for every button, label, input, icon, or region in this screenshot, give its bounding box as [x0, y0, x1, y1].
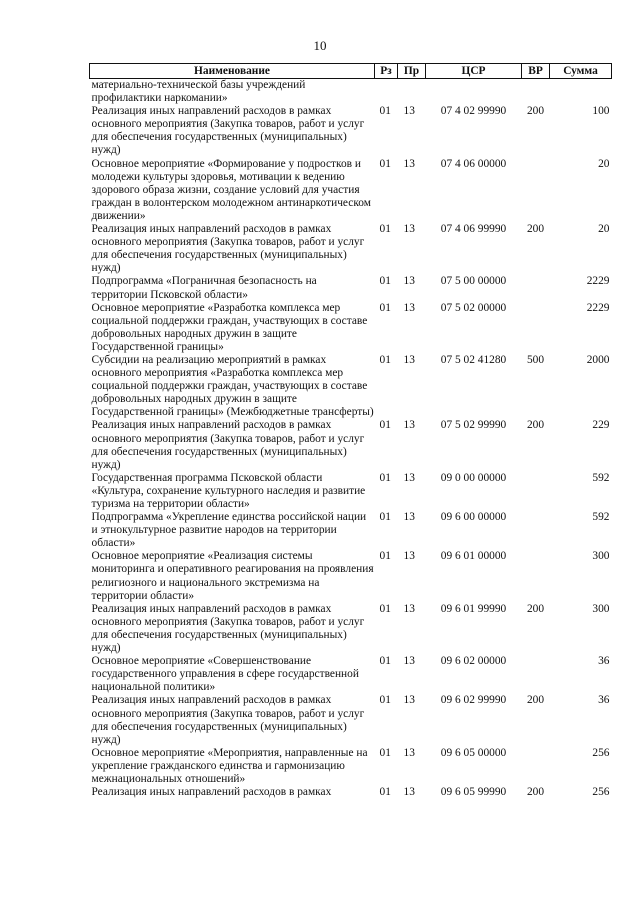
- cell-csr: 07 5 02 00000: [440, 301, 507, 314]
- cell-vr: 500: [526, 353, 545, 366]
- table-row: [90, 550, 612, 602]
- cell-vr: [522, 472, 550, 511]
- table-row: [90, 747, 612, 786]
- cell-csr: 09 6 05 99990: [440, 786, 507, 799]
- table-row: [90, 105, 612, 157]
- table-row: [90, 694, 612, 746]
- table-row: [90, 419, 612, 471]
- cell-pr: 13: [403, 602, 415, 615]
- cell-rz: 01: [379, 746, 391, 759]
- cell-vr: 200: [526, 602, 545, 615]
- cell-sum: 36: [598, 655, 610, 668]
- cell-sum: 592: [592, 511, 610, 524]
- cell-rz: 01: [379, 471, 391, 484]
- cell-name: Реализация иных направлений расходов в рамках: [91, 786, 332, 799]
- table-row: [90, 275, 612, 301]
- header-pr: Пр: [398, 64, 426, 79]
- table-row: [90, 354, 612, 419]
- header-name: Наименование: [90, 64, 375, 79]
- cell-sum: 36: [598, 694, 610, 707]
- cell-name: Основное мероприятие «Формирование у подростков и молодежи культуры здоровья, мотивации к ведению здорового образа жизни, создание условий для участия граждан в волонтерском молодежном антинаркотическом движении»: [91, 157, 371, 222]
- cell-pr: 13: [403, 746, 415, 759]
- cell-vr: [522, 655, 550, 694]
- cell-sum: 256: [592, 746, 610, 759]
- cell-csr: 09 6 01 99990: [440, 602, 507, 615]
- cell-rz: 01: [379, 786, 391, 799]
- header-sum: Сумма: [550, 64, 612, 79]
- cell-vr: [522, 511, 550, 550]
- cell-name: Подпрограмма «Укрепление единства российской нации и этнокультурное развитие народов на территории области»: [91, 511, 367, 550]
- page-number: 10: [313, 38, 327, 53]
- table-row: [90, 79, 612, 106]
- table-row: [90, 786, 612, 799]
- header-rz: Рз: [375, 64, 398, 79]
- cell-sum: 20: [598, 157, 610, 170]
- header-vr: ВР: [522, 64, 550, 79]
- cell-vr: 200: [526, 694, 545, 707]
- table-row: [90, 511, 612, 550]
- table-body: [90, 79, 612, 800]
- cell-pr: 13: [403, 694, 415, 707]
- cell-csr: 09 6 02 00000: [440, 655, 507, 668]
- cell-rz: 01: [379, 301, 391, 314]
- cell-sum: 300: [592, 602, 610, 615]
- cell-pr: [398, 79, 426, 106]
- cell-vr: 200: [526, 419, 545, 432]
- table-row: [90, 472, 612, 511]
- cell-pr: 13: [403, 223, 415, 236]
- cell-pr: 13: [403, 471, 415, 484]
- cell-sum: [550, 79, 612, 106]
- cell-vr: [522, 79, 550, 106]
- cell-pr: 13: [403, 275, 415, 288]
- cell-pr: 13: [403, 419, 415, 432]
- cell-rz: 01: [379, 694, 391, 707]
- cell-rz: 01: [379, 157, 391, 170]
- cell-name: Реализация иных направлений расходов в рамках основного мероприятия (Закупка товаров, работ и услуг для обеспечения государственных (муниципальных) нужд): [91, 223, 365, 275]
- cell-name: Реализация иных направлений расходов в рамках основного мероприятия (Закупка товаров, работ и услуг для обеспечения государственных (муниципальных) нужд): [91, 105, 365, 157]
- cell-csr: 09 6 01 00000: [440, 550, 507, 563]
- table-row: [90, 603, 612, 655]
- cell-sum: 100: [592, 105, 610, 118]
- cell-name: Реализация иных направлений расходов в рамках основного мероприятия (Закупка товаров, работ и услуг для обеспечения государственных (муниципальных) нужд): [91, 694, 365, 746]
- cell-name: Реализация иных направлений расходов в рамках основного мероприятия (Закупка товаров, работ и услуг для обеспечения государственных (муниципальных) нужд): [91, 419, 365, 471]
- cell-name: Основное мероприятие «Совершенствование государственного управления в сфере государственной национальной политики»: [91, 655, 359, 694]
- cell-pr: 13: [403, 301, 415, 314]
- cell-sum: 256: [592, 786, 610, 799]
- cell-pr: 13: [403, 786, 415, 799]
- budget-table: [89, 63, 612, 799]
- cell-csr: 09 6 02 99990: [440, 694, 507, 707]
- cell-name: Основное мероприятие «Разработка комплекса мер социальной поддержки граждан, участвующих в составе добровольных народных дружин в защите Государственной границы»: [91, 301, 368, 353]
- cell-csr: 07 4 06 99990: [440, 223, 507, 236]
- cell-vr: [522, 747, 550, 786]
- cell-vr: [522, 302, 550, 354]
- table-row: [90, 655, 612, 694]
- cell-sum: 2229: [586, 301, 610, 314]
- cell-rz: 01: [379, 353, 391, 366]
- cell-csr: 09 0 00 00000: [440, 471, 507, 484]
- cell-name: материально-технической базы учреждений профилактики наркомании»: [91, 79, 306, 105]
- cell-csr: 07 5 02 41280: [440, 353, 507, 366]
- cell-sum: 20: [598, 223, 610, 236]
- cell-rz: 01: [379, 655, 391, 668]
- cell-name: Реализация иных направлений расходов в рамках основного мероприятия (Закупка товаров, работ и услуг для обеспечения государственных (муниципальных) нужд): [91, 602, 365, 655]
- cell-sum: 300: [592, 550, 610, 563]
- cell-vr: [522, 275, 550, 301]
- cell-vr: [522, 550, 550, 602]
- table-row: [90, 223, 612, 275]
- cell-vr: [522, 158, 550, 223]
- cell-name: Основное мероприятие «Мероприятия, направленные на укрепление гражданского единства и гармонизацию межнациональных отношений»: [91, 746, 368, 785]
- table-row: [90, 302, 612, 354]
- cell-csr: 07 4 02 99990: [440, 105, 507, 118]
- cell-name: Субсидии на реализацию мероприятий в рамках основного мероприятия «Разработка комплекса мер социальной поддержки граждан, участвующих в составе добровольных народных дружин в защите Государственной границы» (Межбюджетные трансферты): [91, 353, 374, 419]
- cell-pr: 13: [403, 353, 415, 366]
- cell-name: Основное мероприятие «Реализация системы мониторинга и оперативного реагирования на проявления религиозного и национального экстремизма на территории области»: [91, 550, 374, 602]
- cell-csr: [426, 79, 522, 106]
- cell-rz: 01: [379, 419, 391, 432]
- cell-name: Подпрограмма «Пограничная безопасность на территории Псковской области»: [91, 275, 317, 301]
- cell-sum: 229: [592, 419, 610, 432]
- cell-vr: 200: [526, 223, 545, 236]
- cell-sum: 2000: [586, 353, 610, 366]
- cell-rz: 01: [379, 275, 391, 288]
- cell-rz: 01: [379, 223, 391, 236]
- cell-csr: 09 6 05 00000: [440, 746, 507, 759]
- cell-rz: 01: [379, 550, 391, 563]
- cell-vr: 200: [526, 105, 545, 118]
- cell-vr: 200: [526, 786, 545, 799]
- cell-pr: 13: [403, 550, 415, 563]
- cell-csr: 07 5 00 00000: [440, 275, 507, 288]
- cell-csr: 09 6 00 00000: [440, 511, 507, 524]
- cell-sum: 2229: [586, 275, 610, 288]
- table-header-row: [90, 64, 612, 79]
- cell-pr: 13: [403, 511, 415, 524]
- cell-rz: 01: [379, 105, 391, 118]
- cell-pr: 13: [403, 655, 415, 668]
- table-row: [90, 158, 612, 223]
- cell-rz: 01: [379, 511, 391, 524]
- cell-name: Государственная программа Псковской области «Культура, сохранение культурного наследия и развитие туризма на территории области»: [91, 471, 366, 510]
- cell-pr: 13: [403, 105, 415, 118]
- cell-pr: 13: [403, 157, 415, 170]
- cell-rz: [375, 79, 398, 106]
- cell-rz: 01: [379, 602, 391, 615]
- cell-csr: 07 4 06 00000: [440, 157, 507, 170]
- cell-csr: 07 5 02 99990: [440, 419, 507, 432]
- header-csr: ЦСР: [426, 64, 522, 79]
- cell-sum: 592: [592, 471, 610, 484]
